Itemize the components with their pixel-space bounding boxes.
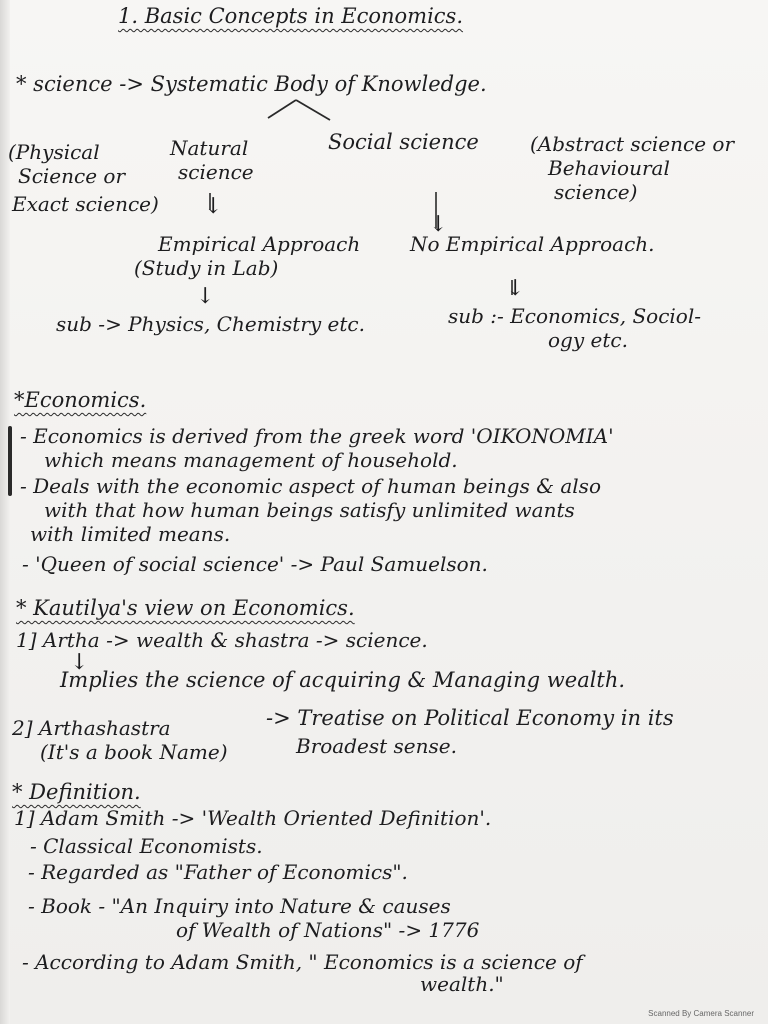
economics-line-2: which means management of household. — [44, 448, 458, 472]
social-subjects: sub :- Economics, Sociol- — [448, 304, 701, 328]
definition-line-6: - According to Adam Smith, " Economics is a science of — [22, 950, 583, 974]
down-arrow-icon: ↓ — [196, 284, 215, 309]
economics-line-1: - Economics is derived from the greek word 'OIKONOMIA' — [20, 424, 614, 448]
down-arrow-icon: ↓ — [204, 194, 223, 219]
down-arrow-icon: ↓ — [429, 212, 448, 237]
economics-line-4: with that how human beings satisfy unlimited wants — [44, 498, 575, 522]
kautilya-line-3a: 2] Arthashastra — [12, 716, 171, 740]
kautilya-line-3b: -> Treatise on Political Economy in its — [266, 706, 674, 730]
social-science-alt: (Abstract science or — [530, 132, 735, 156]
definition-line-1: 1] Adam Smith -> 'Wealth Oriented Definition'. — [14, 806, 492, 830]
kautilya-line-4b: Broadest sense. — [296, 734, 457, 758]
scanner-watermark: Scanned By Camera Scanner — [648, 1009, 754, 1018]
study-in-lab: (Study in Lab) — [134, 256, 279, 280]
natural-science-label: Natural — [170, 136, 249, 160]
margin-mark — [8, 426, 12, 496]
natural-science-label-2: science — [178, 160, 254, 184]
social-science-alt-3: science) — [554, 180, 638, 204]
natural-subjects: sub -> Physics, Chemistry etc. — [56, 312, 365, 336]
definition-line-3: - Regarded as "Father of Economics". — [28, 860, 408, 884]
definition-heading: * Definition. — [12, 780, 141, 804]
kautilya-line-2: Implies the science of acquiring & Managing wealth. — [60, 668, 626, 692]
definition-line-7: wealth." — [420, 972, 504, 996]
definition-line-2: - Classical Economists. — [30, 834, 263, 858]
down-arrow-icon: ↓ — [506, 276, 525, 301]
economics-line-5: with limited means. — [30, 522, 231, 546]
definition-line-5: of Wealth of Nations" -> 1776 — [176, 918, 480, 942]
page-title: 1. Basic Concepts in Economics. — [118, 4, 464, 28]
social-science-label: Social science — [328, 130, 479, 154]
social-science-alt-2: Behavioural — [548, 156, 670, 180]
physical-science-label: (Physical — [8, 140, 100, 164]
empirical-approach: Empirical Approach — [158, 232, 361, 256]
economics-line-3: - Deals with the economic aspect of human beings & also — [20, 474, 601, 498]
science-definition: * science -> Systematic Body of Knowledge. — [16, 72, 487, 96]
economics-heading: *Economics. — [14, 388, 147, 412]
kautilya-heading: * Kautilya's view on Economics. — [16, 596, 355, 620]
no-empirical-approach: No Empirical Approach. — [410, 232, 655, 256]
physical-science-label-3: Exact science) — [12, 192, 159, 216]
social-subjects-2: ogy etc. — [548, 328, 628, 352]
kautilya-line-1: 1] Artha -> wealth & shastra -> science. — [16, 628, 428, 652]
economics-line-6: - 'Queen of social science' -> Paul Samuelson. — [22, 552, 488, 576]
down-arrow-icon: ↓ — [70, 650, 89, 675]
kautilya-line-4a: (It's a book Name) — [40, 740, 228, 764]
definition-line-4: - Book - "An Inquiry into Nature & causes — [28, 894, 451, 918]
physical-science-label-2: Science or — [18, 164, 126, 188]
